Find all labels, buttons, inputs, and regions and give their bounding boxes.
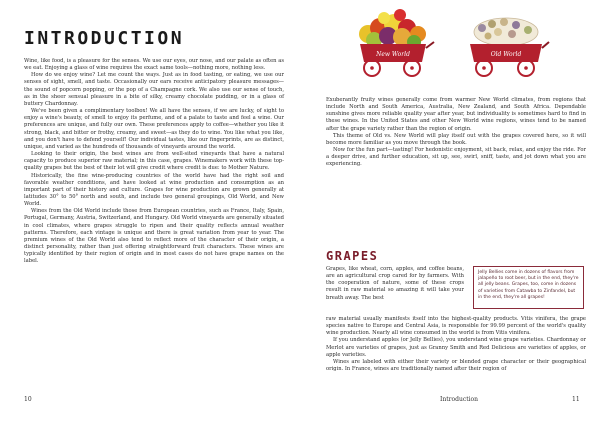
page-number: 11: [572, 396, 580, 403]
new-world-wagon-illustration: [354, 6, 436, 84]
new-world-wagon-label: New World: [376, 51, 410, 58]
paragraph: Grapes, like wheat, corn, apples, and coffee beans, are an agricultural crop cared for by farmers. With the cooperation of nature, some of these crops result in raw material so amazing it will take your breath away. The best: [326, 266, 464, 301]
paragraph: raw material usually manifests itself into the highest-quality products. Vitis vinifera, the grape species native to Europe and Central Asia, is responsible for 99.99 percent of the world's quality wine production. Nearly all wine consumed in the world is from Vitis vinifera.: [326, 316, 586, 337]
right-page: [300, 0, 600, 424]
paragraph: Now for the fun part—tasting! For hedonistic enjoyment, sit back, relax, and enjoy the ride. For a deeper drive, and further education, sit up, see, swirl, sniff, taste, and jot down what you are experiencing.: [326, 147, 586, 168]
paragraph: We've been given a complimentary toolbox! We all have the senses, if we are lucky, of sight to enjoy a wine's beauty, of smell to enjoy its perfume, and of a palate to taste and feel a wine. Our preferences are unique, and fully our own. These preferences apply to coffee—whether you like it strong, black, and bitter or frothy, creamy, and sweet—as they do to wine. You like what you like, and you don't have to defend yourself! Our individual tastes, like our fingerprints, are as distinct, unique, and varied as the hundreds of thousands of vineyards around the world.: [24, 108, 284, 150]
paragraph: Exuberantly fruity wines generally come from warmer New World climates, from regions that include North and South America, Australia, New Zealand, and South Africa. Dependable sunshine gives more reliable quality year after year, but individuality is sometimes hard to find in these wines. In the United States and other New World wine regions, wines tend to be named after the grape variety rather than the region of origin.: [326, 97, 586, 132]
running-footer-title: Introduction: [440, 396, 478, 403]
grapes-body-text: [326, 316, 586, 373]
old-world-wagon-illustration: [462, 6, 550, 84]
paragraph: If you understand apples (or Jelly Bellies), you understand wine grape varieties. Chardonnay or Merlot are varieties of grapes, just as Granny Smith and Red Delicious are varieties of apples, or apple varieties.: [326, 337, 586, 358]
paragraph: Looking to their origin, the best wines are from well-sited vineyards that have a natural capacity to produce superior raw material; in this case, grapes. Winemakers work with these top-quality grapes but the best of their lot will give credit where credit is due: to Mother Nature.: [24, 151, 284, 172]
paragraph: Wines are labeled with either their variety or blended grape character or their geographical origin. In France, wines are traditionally named after their region of: [326, 358, 586, 373]
page-number: 10: [24, 396, 32, 403]
left-body-text: [24, 58, 284, 266]
section-heading-grapes: GRAPES: [326, 249, 379, 263]
paragraph: Wines from the Old World include those from European countries, such as France, Italy, Spain, Portugal, Germany, Austria, Switzerland, and Hungary. Old World vineyards are generally situated in cool climates, where grapes struggle to ripen and their quality reflects annual weather patterns. Therefore, each vintage is unique and there is great variation from year to year. The premium wines of the Old World also tend to reflect more of the character of their origin, a distinct personality, rather than just offering straightforward fruit characters. These wines are typically identified by their region of origin and in most cases do not have grape names on the label.: [24, 208, 284, 265]
paragraph: Historically, the fine wine-producing countries of the world have had the right soil and favorable weather conditions, and have looked at wine production and consumption as an important part of their history and culture. Grapes for wine production are grown generally at latitudes 30° to 50° north and south, and include two general groupings, Old World, and New World.: [24, 172, 284, 208]
right-body-text: [326, 97, 586, 169]
paragraph: Wine, like food, is a pleasure for the senses. We use our eyes, our nose, and our palate as often as we eat. Enjoying a glass of wine requires the exact same tools—nothing more, nothing less.: [24, 58, 284, 72]
paragraph: This theme of Old vs. New World will play itself out with the grapes covered here, so it will become more familiar as you move through the book.: [326, 132, 586, 146]
page-title: INTRODUCTION: [24, 28, 185, 49]
sidebar-text: Jelly Bellies come in dozens of flavors from jalapeño to root beer, but in the end, they're all jelly beans. Grapes, too, come in dozens of varieties from Catawba to Zinfandel, but in the end, they're all grapes!: [478, 270, 579, 300]
grapes-intro-text: [326, 266, 464, 302]
jelly-belly-sidebar: [473, 266, 584, 309]
old-world-wagon-label: Old World: [490, 51, 522, 58]
paragraph: How do we enjoy wine? Let me count the ways. Just as in food tasting, or eating, we use our senses of sight, smell, and taste. Occasionally our ears receive anticipatory pleasure messages—the sound of popcorn popping, or the pop of a Champagne cork. We also use our sense of touch, as in the sheer sensual pleasure in a bite of silky, creamy chocolate pudding, or in a glass of buttery Chardonnay.: [24, 72, 284, 107]
